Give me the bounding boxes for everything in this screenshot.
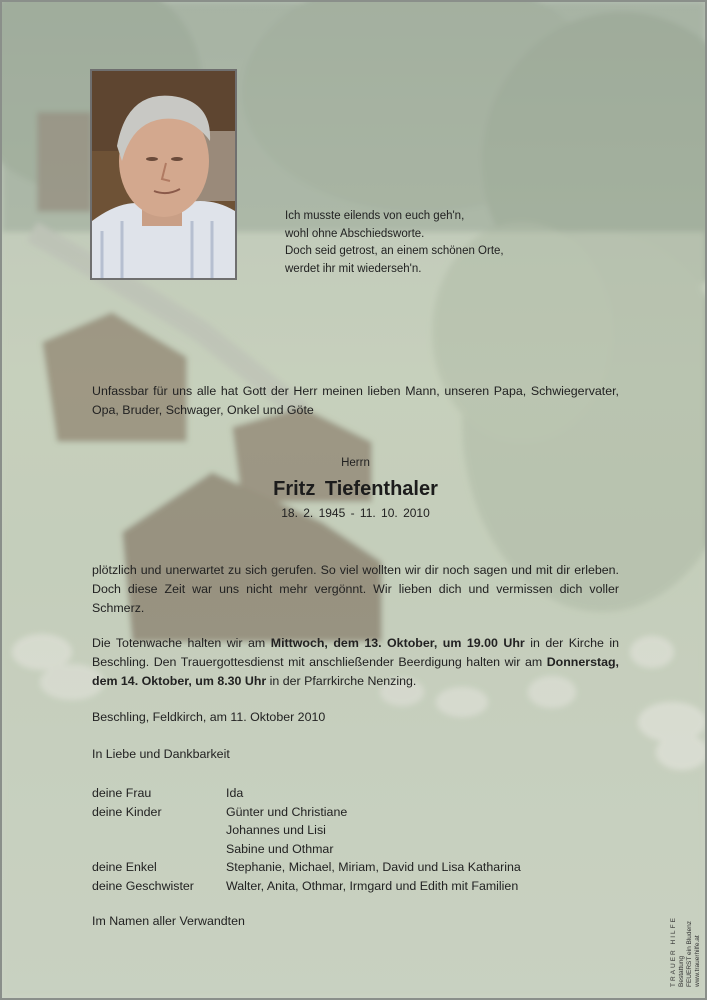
poem-line: wohl ohne Abschiedsworte. [285, 227, 425, 240]
family-row [92, 858, 521, 877]
closing-line: Im Namen aller Verwandten [92, 914, 245, 928]
family-row [92, 821, 521, 840]
poem-line: Doch seid getrost, an einem schönen Orte, [285, 245, 504, 257]
imprint-brand: TRAUER HILFE [670, 916, 677, 987]
family-relation [92, 821, 226, 840]
family-row [92, 784, 521, 803]
undertaker-imprint [670, 916, 702, 987]
family-relation: deine Geschwister [92, 878, 194, 893]
poem [285, 208, 504, 278]
salutation: Herrn [341, 457, 370, 469]
imprint-line: FEUERST ein Bludenz [686, 921, 693, 987]
family-row [92, 840, 521, 859]
intro-text: Unfassbar für uns alle hat Gott der Herr meinen lieben Mann, unseren Papa, Schwiegervater, Opa, Bruder, Schwager, Onkel und Göte [92, 384, 619, 417]
funeral-text: in der Pfarrkirche Nenzing. [266, 674, 417, 688]
family-row [92, 803, 521, 822]
poem-line: werdet ihr mit wiederseh'n. [285, 262, 422, 275]
poem-line: Ich musste eilends von euch geh'n, [285, 210, 465, 222]
dankbarkeit-line: In Liebe und Dankbarkeit [92, 747, 230, 761]
family-relation [92, 840, 226, 859]
funeral-text: Die Totenwache halten wir am [92, 636, 271, 650]
family-relation: deine Enkel [92, 860, 157, 875]
family-relation: deine Frau [92, 786, 152, 800]
family-names: Sabine und Othmar [226, 841, 334, 856]
life-dates: 18. 2. 1945 - 11. 10. 2010 [281, 506, 430, 520]
deceased-name: Fritz Tiefenthaler [273, 478, 438, 500]
funeral-text: in der Kirche in Beschling. Den Trauergottesdienst mit anschließender Beerdigung halten wir am [92, 636, 619, 669]
place-date: Beschling, Feldkirch, am 11. Oktober 2010 [92, 710, 326, 724]
family-names: Ida [226, 786, 244, 800]
funeral-details [92, 634, 619, 691]
funeral-date: Donnerstag, dem 14. Oktober, um 8.30 Uhr [92, 655, 619, 688]
family-names: Günter und Christiane [226, 804, 348, 819]
family-list [92, 784, 521, 896]
imprint-line: Bestattung [678, 955, 685, 987]
imprint-line: www.trauerhilfe.at [694, 935, 701, 987]
family-relation: deine Kinder [92, 804, 162, 819]
message-paragraph: plötzlich und unerwartet zu sich gerufen. So viel wollten wir dir noch sagen und mit dir erleben. Doch diese Zeit war uns nicht mehr vergönnt. Wir lieben dich und vermissen dich voller Schmerz. [92, 563, 619, 615]
family-row [92, 877, 521, 896]
family-names: Stephanie, Michael, Miriam, David und Lisa Katharina [226, 860, 521, 875]
portrait-photo [90, 69, 237, 280]
wake-date: Mittwoch, dem 13. Oktober, um 19.00 Uhr [270, 636, 525, 650]
family-names: Walter, Anita, Othmar, Irmgard und Edith mit Familien [226, 878, 519, 893]
family-names: Johannes und Lisi [226, 823, 326, 838]
